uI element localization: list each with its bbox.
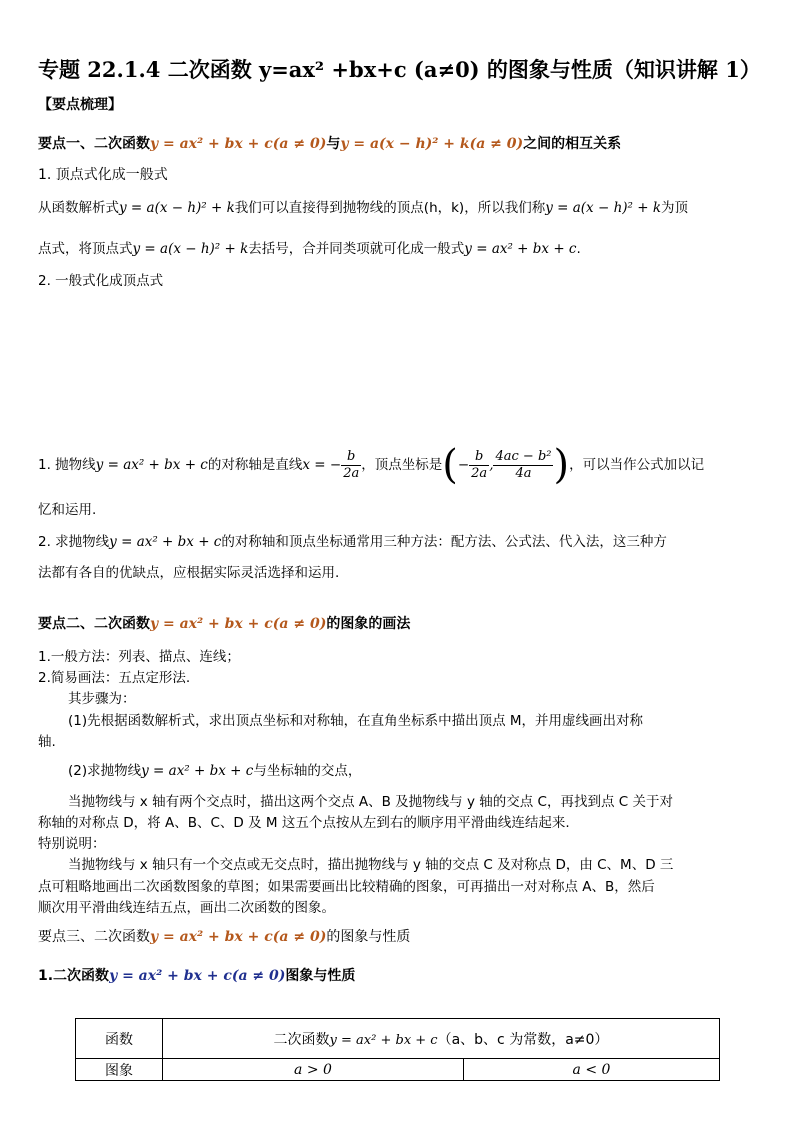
text: 去括号，合并同类项就可化成一般式 — [248, 241, 465, 257]
formula: y = ax² + bx + c(a ≠ 0) — [150, 929, 327, 945]
section-header: 【要点梳理】 — [38, 97, 122, 113]
formula: y = ax² + bx + c — [109, 534, 222, 550]
text: 的图象与性质 — [326, 929, 411, 945]
point2-line3: 其步骤为： — [68, 691, 136, 707]
formula: y = a(x − h)² + k — [119, 200, 235, 216]
formula: y = ax² + bx + c(a ≠ 0) — [109, 968, 286, 984]
formula: y = a(x − h)² + k — [132, 241, 249, 257]
vertex-fraction-1 — [469, 449, 489, 482]
text: 二次函数 — [273, 1031, 330, 1048]
table-row — [76, 1019, 720, 1059]
point1-sub2: 2. 一般式化成顶点式 — [38, 273, 164, 289]
point1-formula-b: y = a(x − h)² + k(a ≠ 0) — [340, 136, 524, 152]
point2-line2: 2.简易画法：五点定形法. — [38, 670, 191, 686]
point2-para-b: 称轴的对称点 D，将 A、B、C、D 及 M 这五个点按从左到右的顺序用平滑曲线连结起来. — [38, 815, 570, 831]
fraction-numerator: b — [469, 449, 489, 466]
formula: y = a(x − h)² + k — [545, 200, 662, 216]
point1-sub1: 1. 顶点式化成一般式 — [38, 167, 168, 183]
point2-para-a: 当抛物线与 x 轴有两个交点时，描出这两个交点 A、B 及抛物线与 y 轴的交点 C，再找到点 C 关于对 — [68, 794, 673, 810]
formula: x = − — [302, 457, 342, 473]
fraction-denominator: 2a — [471, 465, 488, 481]
table-cell-a-negative: a < 0 — [464, 1059, 720, 1081]
table-cell-label: 图象 — [76, 1059, 163, 1081]
point1-heading-mid: 与 — [326, 136, 341, 152]
point1-formula-a: y = ax² + bx + c(a ≠ 0) — [150, 136, 327, 152]
point2-step2 — [68, 759, 361, 779]
point1-para1 — [38, 196, 688, 216]
text: 从函数解析式 — [38, 200, 119, 216]
formula: y = ax² + bx + c — [329, 1032, 438, 1048]
fraction-denominator: 2a — [343, 465, 360, 481]
vertex-fraction-2 — [493, 449, 553, 482]
formula: y = ax² + bx + c(a ≠ 0) — [150, 616, 327, 632]
point2-step1: (1)先根据函数解析式，求出顶点坐标和对称轴，在直角坐标系中描出顶点 M，并用虚线画出对称 — [68, 713, 644, 729]
point1-item2-cont: 法都有各自的优缺点，应根据实际灵活选择和运用. — [38, 565, 340, 581]
point3-sub — [38, 965, 355, 985]
text: ，可以当作公式加以记 — [569, 457, 705, 473]
point1-heading — [38, 133, 621, 153]
table-cell-a-positive: a > 0 — [163, 1059, 464, 1081]
table-cell-label: 函数 — [76, 1019, 163, 1059]
point2-heading — [38, 613, 410, 633]
point1-heading-suffix: 之间的相互关系 — [523, 136, 622, 152]
page-title: 专题 22.1.4 二次函数 y=ax² +bx+c (a≠0) 的图象与性质（知识讲解 1） — [38, 57, 761, 82]
point2-step1-cont: 轴. — [38, 734, 56, 750]
text: （a、b、c 为常数，a≠0） — [437, 1031, 609, 1048]
table-row — [76, 1059, 720, 1081]
axis-fraction — [341, 449, 361, 482]
text: 1. 抛物线 — [38, 457, 96, 473]
point1-heading-prefix: 要点一、二次函数 — [38, 136, 150, 152]
point1-item1: 1. 抛物线y = ax² + bx + c的对称轴是直线x = − $\frac{b}{2a}$ ，顶点坐标是(− $\frac{b}{2a}$ , $\frac{\text{4ac − b²}}{4a}$ )，可以当作公式加以记 — [38, 442, 705, 488]
text: 1.二次函数 — [38, 968, 110, 984]
text: ，顶点坐标是 — [361, 457, 443, 473]
text: 与坐标轴的交点， — [253, 763, 362, 779]
fraction-numerator: b — [341, 449, 361, 466]
fraction-denominator: 4a — [515, 465, 532, 481]
point2-line1: 1.一般方法：列表、描点、连线； — [38, 649, 240, 665]
formula: y = ax² + bx + c — [95, 457, 208, 473]
point1-para2 — [38, 237, 581, 257]
text: (2)求抛物线 — [68, 763, 142, 779]
text: 2. 求抛物线 — [38, 534, 110, 550]
point1-item2 — [38, 530, 667, 550]
formula: y = ax² + bx + c — [464, 241, 577, 257]
text: 图象与性质 — [285, 968, 356, 984]
text: 的对称轴和顶点坐标通常用三种方法：配方法、公式法、代入法，这三种方 — [221, 534, 667, 550]
point2-special: 特别说明： — [38, 836, 106, 852]
right-paren: ) — [553, 442, 570, 488]
text: 的对称轴是直线 — [207, 457, 303, 473]
text: 的图象的画法 — [326, 616, 411, 632]
table-cell-function — [163, 1019, 720, 1059]
point2-sp-b: 点可粗略地画出二次函数图象的草图；如果需要画出比较精确的图象，可再描出一对对称点 A、B，然后 — [38, 879, 655, 895]
point1-item1-cont: 忆和运用. — [38, 502, 97, 518]
text: 为顶 — [661, 200, 689, 216]
left-paren: ( — [442, 442, 458, 488]
formula: y = ax² + bx + c — [141, 763, 254, 779]
fraction-numerator: 4ac − b² — [495, 448, 552, 464]
text: 点式，将顶点式 — [38, 241, 133, 257]
point2-sp-a: 当抛物线与 x 轴只有一个交点或无交点时，描出抛物线与 y 轴的交点 C 及对称点 D，由 C、M、D 三 — [68, 857, 674, 873]
point2-sp-c: 顺次用平滑曲线连结五点，画出二次函数的图象。 — [38, 900, 335, 916]
text: 要点三、二次函数 — [38, 929, 150, 945]
text: 要点二、二次函数 — [38, 616, 150, 632]
text: . — [576, 241, 581, 257]
text: 我们可以直接得到抛物线的顶点(h，k)，所以我们称 — [234, 200, 546, 216]
point3-heading — [38, 926, 410, 946]
properties-table — [75, 1018, 720, 1081]
